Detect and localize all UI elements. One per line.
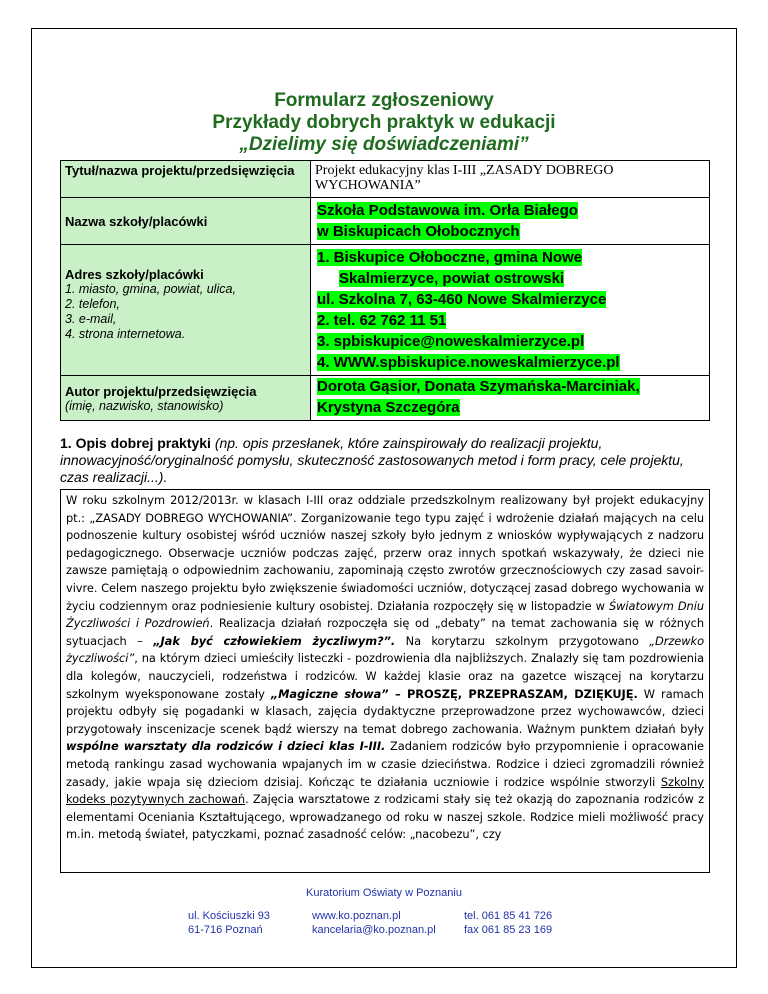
address-email: 3. spbiskupice@noweskalmierzyce.pl (317, 333, 585, 350)
title-line-2: Przykłady dobrych praktyk w edukacji (212, 112, 556, 133)
address-sub-1: 1. miasto, gmina, powiat, ulica, (65, 282, 236, 296)
school-name-value-1: Szkoła Podstawowa im. Orła Białego (317, 202, 578, 219)
author-value-cell (311, 376, 710, 421)
address-line-1c: ul. Szkolna 7, 63-460 Nowe Skalmierzyce (317, 291, 607, 308)
form-title (0, 90, 768, 156)
address-list (317, 247, 703, 373)
author-label: Autor projektu/przedsięwzięcia (65, 384, 257, 399)
address-label: Adres szkoły/placówki (65, 267, 204, 282)
author-value-2: Krystyna Szczegóra (317, 399, 460, 416)
desc-italic: „Drzewko życzliwości” (66, 633, 704, 666)
desc-bold-italic: „Magiczne słowa” (270, 686, 389, 701)
footer-organization: Kuratorium Oświaty w Poznaniu (306, 887, 462, 899)
footer-phones (464, 909, 552, 937)
address-sub-3: 3. e-mail, (65, 312, 117, 326)
desc-italic: Światowym Dniu Życzliwości i Pozdrowień (66, 598, 705, 631)
footer-address-1: ul. Kościuszki 93 (188, 910, 270, 922)
info-table (60, 160, 710, 421)
desc-bold-italic: wspólne warsztaty dla rodziców i dzieci klas I-III. (66, 739, 386, 754)
school-name-value-cell (311, 198, 710, 245)
school-name-label: Nazwa szkoły/placówki (65, 213, 208, 229)
address-sub-2: 2. telefon, (65, 297, 120, 311)
desc-part: , na którym dzieci umieściły listeczki - pozdrowienia dla najbliższych. Znalazły się tam pozdrowienia dla kolegów, nauczycieli, rodzeństwa i rodziców. W każdej klasie oraz na gazetce wiszącej na korytarzu szkolnym wyeksponowane zostały (66, 651, 704, 701)
footer-email: kancelaria@ko.poznan.pl (312, 924, 436, 936)
author-label-cell (61, 376, 311, 421)
footer-address (188, 909, 270, 937)
project-title-label: Tytuł/nazwa projektu/przedsięwzięcia (65, 163, 295, 178)
project-title-label-cell (61, 161, 311, 198)
address-line-1b: Skalmierzyce, powiat ostrowski (339, 270, 565, 287)
desc-part: Zadaniem rodziców było przypomnienie i opracowanie metodą rankingu zasad wychowania wpajanych im w czasie dzieciństwa. Rodzice i dzieci zgromadzili również zasady, jakie wpaja się dzieciom dzisiaj. Kończąc te działania uczniowie i rodzice wspólnie stworzyli (66, 739, 704, 789)
title-line-1: Formularz zgłoszeniowy (274, 90, 494, 111)
title-line-3: „Dzielimy się doświadczeniami” (239, 134, 529, 155)
author-value-1: Dorota Gąsior, Donata Szymańska-Marciniak, (317, 378, 640, 395)
desc-bold-italic: „Jak być człowiekiem życzliwym?”. (153, 633, 396, 648)
address-label-cell (61, 245, 311, 376)
footer-address-2: 61-716 Poznań (188, 924, 263, 936)
desc-part: W roku szkolnym 2012/2013r. w klasach I-III oraz oddziale przedszkolnym realizowany był projekt edukacyjny pt.: „ZASADY DOBREGO WYCHOWANIA”. Zorganizowanie tego typu zajęć i wdrożenie działań mających na celu podnoszenie kultury osobistej wśród uczniów naszej szkoły było jednym z wniosków wypływających z nadzoru pedagogicznego. Obserwacje uczniów podczas zajęć, przerw oraz innych spotkań wskazywały, że dzieci nie zawsze pamiętają o odpowiednim zachowaniu, zapominają często zwrotów grzecznościowych czy zasad savoir-vivre. Celem naszego projektu było zwiększenie świadomości uczniów, dotyczącej zasad dobrego wychowania w życiu codziennym oraz podniesienie kultury osobistej. Działania rozpoczęły się w listopadzie w (66, 493, 704, 613)
desc-part: Na korytarzu szkolnym przygotowano (395, 633, 650, 648)
section-heading (60, 435, 710, 486)
address-sub-4: 4. strona internetowa. (65, 327, 186, 341)
footer-contact (312, 909, 436, 937)
school-name-value-2: w Biskupicach Ołobocznych (317, 223, 520, 240)
address-phone: 2. tel. 62 762 11 51 (317, 312, 447, 329)
footer-website: www.ko.poznan.pl (312, 910, 401, 922)
desc-part: . Zajęcia warsztatowe z rodzicami stały się też okazją do zapoznania rodziców z elementami Oceniania Kształtującego, wprowadzanego od roku w naszej szkole. Rodzice mieli możliwość pracy m.in. metodą świateł, patyczkami, poznać zasadność celów: „nacobezu”, czy (66, 792, 704, 842)
description-box (60, 489, 710, 873)
project-title-value-cell (311, 161, 710, 198)
description-text (66, 492, 704, 844)
school-name-label-cell (61, 198, 311, 245)
address-line-1a: 1. Biskupice Ołoboczne, gmina Nowe (317, 249, 583, 266)
author-sub: (imię, nazwisko, stanowisko) (65, 399, 224, 413)
section-heading-bold: 1. Opis dobrej praktyki (60, 435, 211, 451)
footer-tel: tel. 061 85 41 726 (464, 910, 553, 922)
desc-bold: – PROSZĘ, PRZEPRASZAM, DZIĘKUJĘ. (388, 686, 638, 701)
section-heading-italic: (np. opis przesłanek, które zainspirowały do realizacji projektu, innowacyjność/oryginalność pomysłu, skuteczność zastosowanych metod i form pracy, cele projektu, czas realizacji...). (60, 435, 684, 485)
footer-fax: fax 061 85 23 169 (464, 924, 553, 936)
desc-part: . Realizacja działań rozpoczęła się od „debaty” na temat zachowania się w różnych sytuacjach – (66, 616, 704, 648)
address-website: 4. WWW.spbiskupice.noweskalmierzyce.pl (317, 354, 620, 371)
desc-underline: Szkolny kodeks pozytywnych zachowań (66, 774, 704, 807)
address-value-cell (311, 245, 710, 376)
project-title-value: Projekt edukacyjny klas I-III „ZASADY DOBREGO WYCHOWANIA” (315, 163, 614, 193)
desc-part: W ramach projektu odbyły się pogadanki w klasach, zajęcia dydaktyczne przeprowadzone przez wychowawców, dzieci przygotowały inscenizacje scenek bądź wierszy na temat dobrego zachowania. Ważnym punktem działań były (66, 686, 704, 736)
